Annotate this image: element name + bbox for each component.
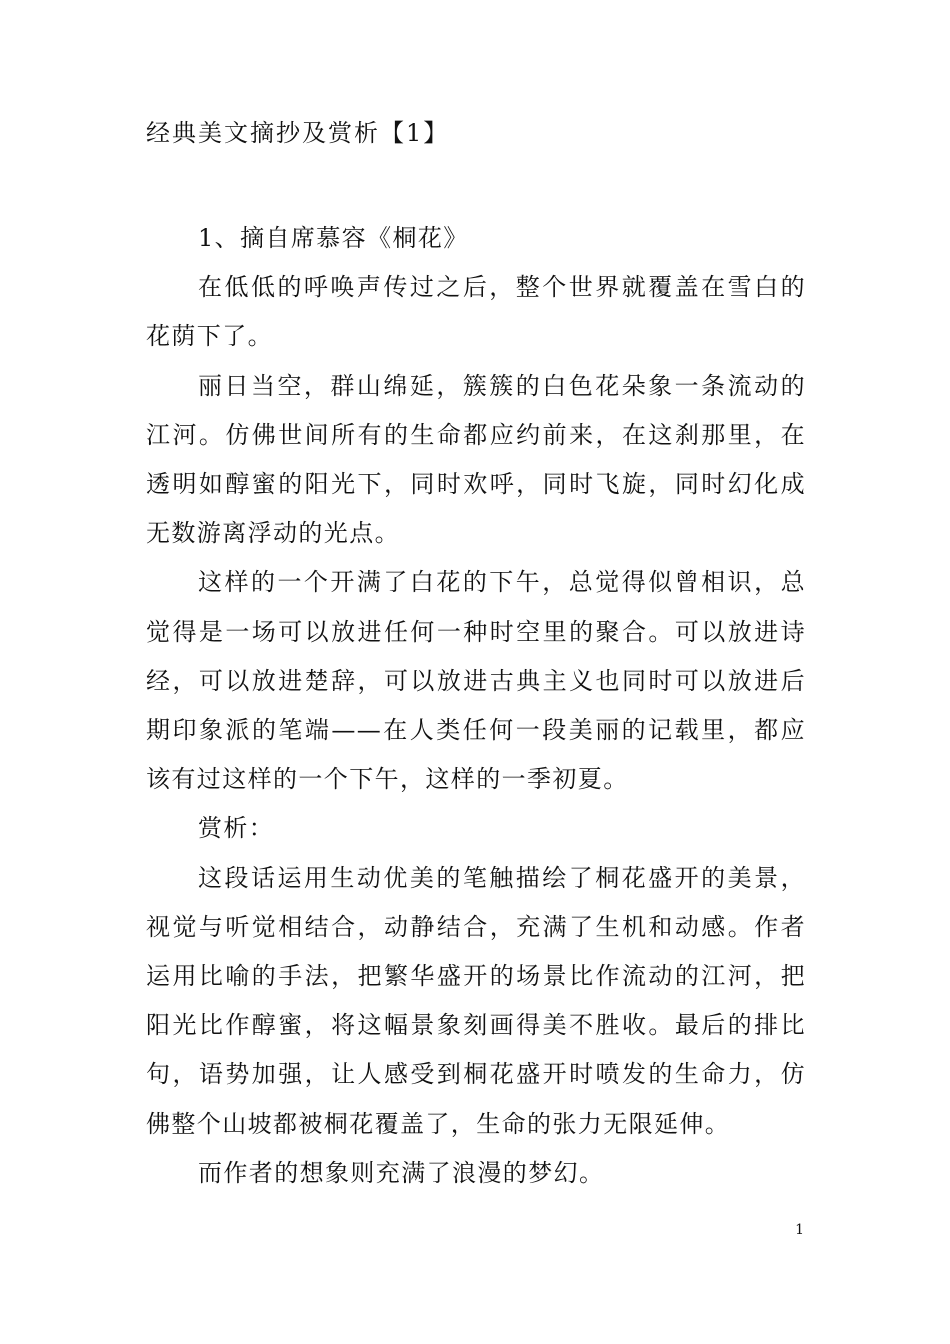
- paragraph: 这样的一个开满了白花的下午，总觉得似曾相识，总觉得是一场可以放进任何一种时空里的聚合。可以放进诗经，可以放进楚辞，可以放进古典主义也同时可以放进后期印象派的笔端——在人类任何一段美丽的记载里，都应该有过这样的一个下午，这样的一季初夏。: [146, 568, 806, 794]
- page-number: 1: [795, 1222, 804, 1238]
- paragraph: 而作者的想象则充满了浪漫的梦幻。: [198, 1158, 605, 1187]
- paragraph: 在低低的呼唤声传过之后，整个世界就覆盖在雪白的花荫下了。: [146, 273, 806, 351]
- paragraph-heading-analysis: 赏析：: [198, 814, 275, 843]
- paragraph-source: 1、摘自席慕容《桐花》: [198, 224, 469, 252]
- paragraph: 这段话运用生动优美的笔触描绘了桐花盛开的美景，视觉与听觉相结合，动静结合，充满了生机和动感。作者运用比喻的手法，把繁华盛开的场景比作流动的江河，把阳光比作醇蜜，将这幅景象刻画得美不胜收。最后的排比句，语势加强，让人感受到桐花盛开时喷发的生命力，仿佛整个山坡都被桐花覆盖了，生命的张力无限延伸。: [146, 863, 806, 1138]
- paragraph: 丽日当空，群山绵延，簇簇的白色花朵象一条流动的江河。仿佛世间所有的生命都应约前来，在这刹那里，在透明如醇蜜的阳光下，同时欢呼，同时飞旋，同时幻化成无数游离浮动的光点。: [146, 371, 806, 548]
- document-title: 经典美文摘抄及赏析【1】: [146, 119, 450, 147]
- document-body: [146, 214, 806, 1198]
